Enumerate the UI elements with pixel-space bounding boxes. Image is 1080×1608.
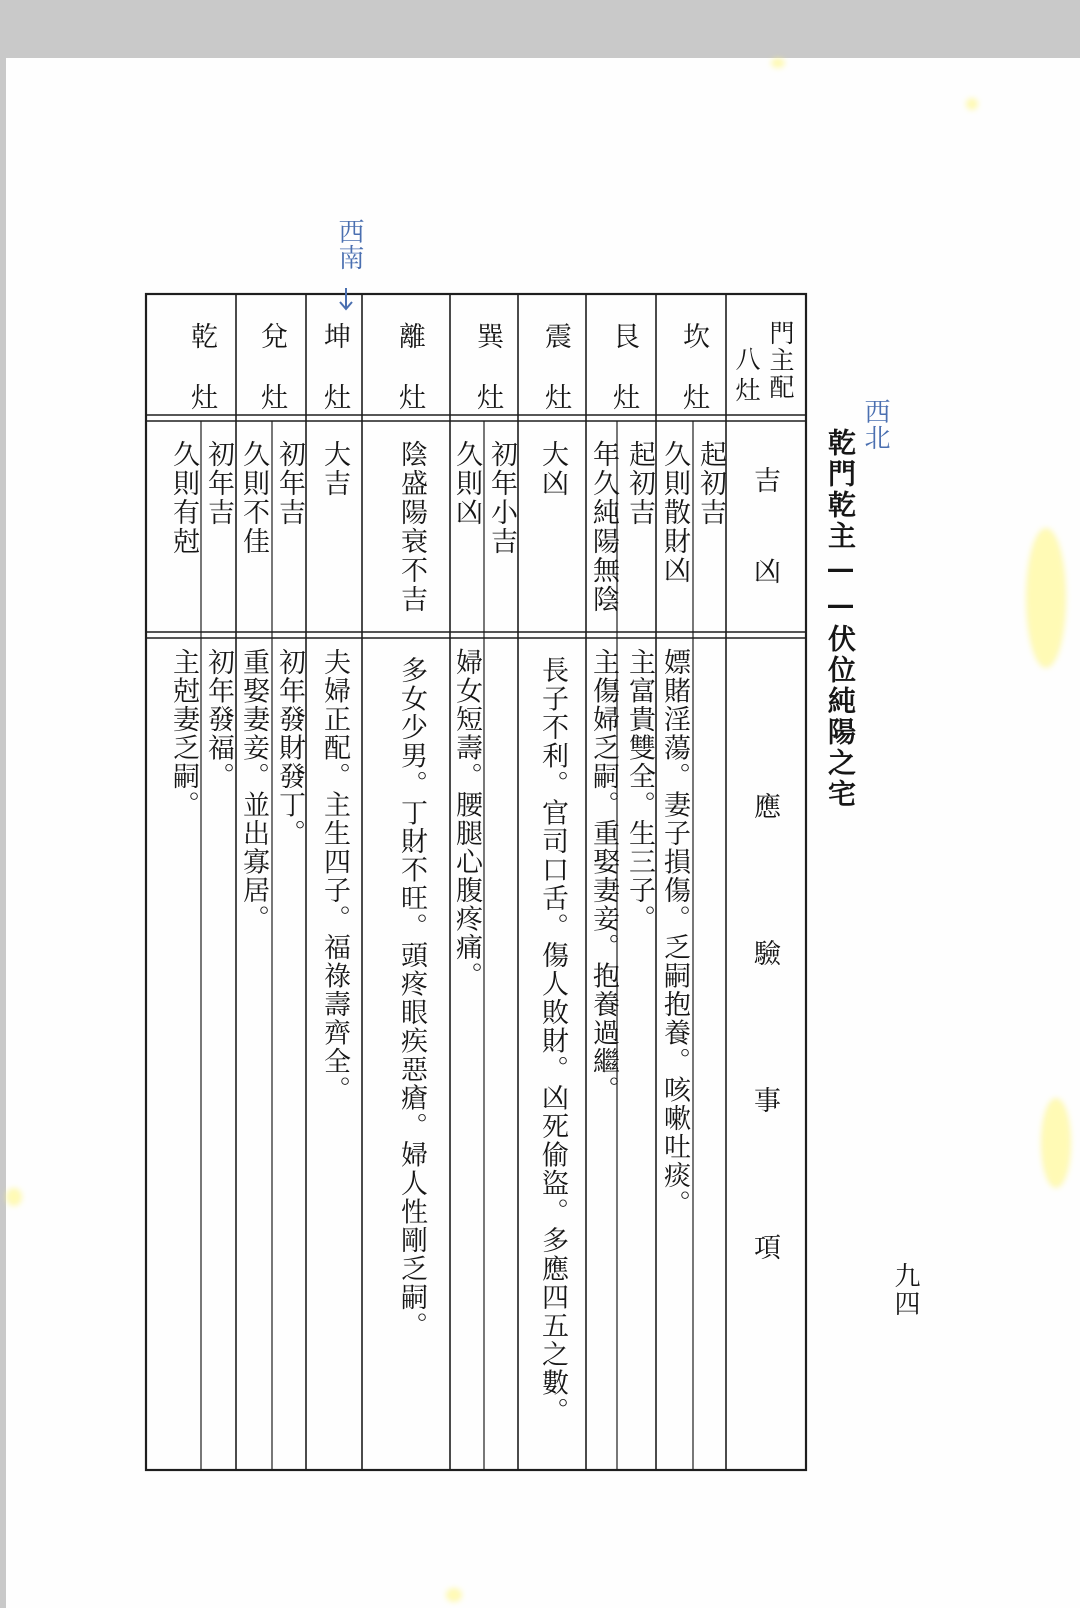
outcome-zhen-1: 長子不利。官司口舌。傷人敗財。凶死偷盜。多應四五之數。	[537, 656, 568, 1426]
outcome-qian-1: 初年發福。	[203, 648, 234, 791]
page-number: 九四	[890, 1262, 920, 1318]
outcome-dui-2: 重娶妻妾。並出寡居。	[238, 648, 269, 933]
luck-dui-2: 久則不佳	[238, 440, 269, 556]
row-name-kan: 坎灶	[678, 322, 709, 444]
row-name-gen: 艮灶	[608, 322, 639, 444]
header-corner-bottom: 八灶	[732, 346, 761, 408]
row-name-xun: 巽灶	[472, 322, 503, 444]
handwritten-note-southwest: 西南	[334, 218, 364, 270]
header-corner-top: 門主配	[766, 320, 795, 401]
row-name-qian: 乾灶	[186, 322, 217, 444]
luck-xun-2: 久則凶	[451, 440, 482, 527]
luck-zhen-1: 大凶	[537, 440, 568, 498]
luck-dui-1: 初年吉	[274, 440, 305, 527]
luck-kan-2: 久則散財凶	[659, 440, 690, 585]
luck-kun-1: 大吉	[319, 440, 350, 498]
row-name-dui: 兌灶	[256, 322, 287, 444]
row-name-zhen: 震灶	[540, 322, 571, 444]
luck-xun-1: 初年小吉	[486, 440, 517, 556]
outcome-qian-2: 主尅妻乏嗣。	[168, 648, 199, 819]
arrow-down-icon	[336, 288, 356, 312]
outcome-gen-2: 主傷婦乏嗣。重娶妻妾。抱養過繼。	[588, 648, 619, 1104]
luck-gen-2: 年久純陽無陰	[588, 440, 619, 614]
running-title: 乾門乾主——伏位純陽之宅	[824, 428, 857, 810]
row-name-li: 離灶	[394, 322, 425, 444]
outcome-xun-2: 婦女短壽。腰腿心腹疼痛。	[451, 648, 482, 990]
luck-qian-2: 久則有尅	[168, 440, 199, 556]
luck-kan-1: 起初吉	[695, 440, 726, 527]
luck-qian-1: 初年吉	[203, 440, 234, 527]
outcome-kan-1: 嫖賭淫蕩。妻子損傷。乏嗣抱養。咳嗽吐痰。	[659, 648, 690, 1218]
outcome-dui-1: 初年發財發丁。	[274, 648, 305, 848]
luck-gen-1: 起初吉	[624, 440, 655, 527]
header-outcome: 應驗事項	[749, 792, 780, 1380]
header-luck: 吉凶	[749, 466, 780, 648]
outcome-li-1: 多女少男。丁財不旺。頭疼眼疾惡瘡。婦人性剛乏嗣。	[396, 656, 427, 1340]
outcome-kun-1: 夫婦正配。主生四子。福祿壽齊全。	[319, 648, 350, 1104]
row-name-kun: 坤灶	[319, 322, 350, 444]
luck-li-1: 陰盛陽衰不吉	[396, 440, 427, 614]
handwritten-note-northwest: 西北	[860, 398, 890, 450]
outcome-gen-1: 主富貴雙全。生三子。	[624, 648, 655, 933]
